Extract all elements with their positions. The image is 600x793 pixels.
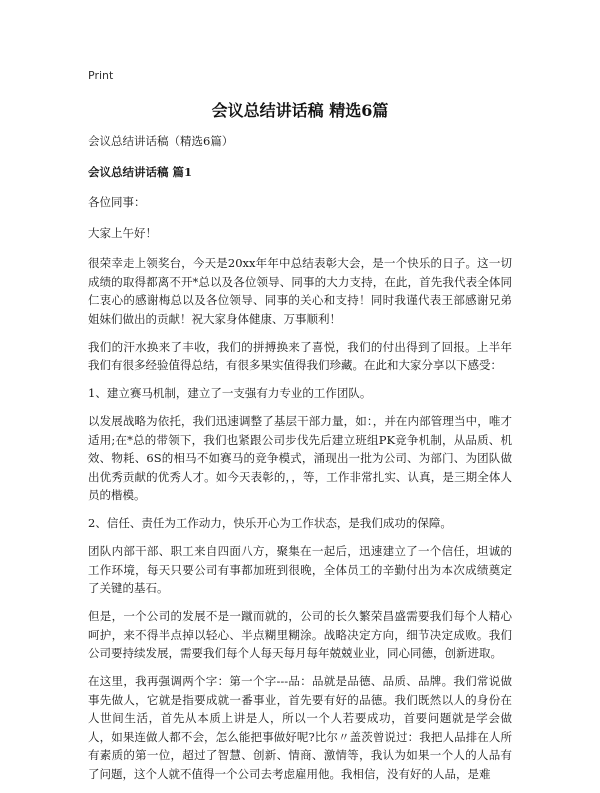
print-link[interactable]: Print xyxy=(88,69,114,82)
paragraph-2: 我们的汗水换来了丰收，我们的拼搏换来了喜悦，我们的付出得到了回报。上半年我们有很多经验值得总结，有很多果实值得我们珍藏。在此和大家分享以下感受： xyxy=(88,339,512,372)
paragraph-3: 以发展战略为依托，我们迅速调整了基层干部力量，如：，并在内部管理当中，唯才适用;在*总的带领下，我们也紧跟公司步伐先后建立班组PK竞争机制，从品质、机效、物耗、6S的相马不如赛马的竞争模式，涌现出一批为公司、为部门、为团队做出优秀贡献的优秀人才。如今天表彰的，，等，工作非常扎实、认真，是三期全体人员的楷模。 xyxy=(88,414,512,502)
paragraph-6: 在这里，我再强调两个字：第一个字---品：品就是品德、品质、品牌。我们常说做事先做人，它就是指要成就一番事业，首先要有好的品德。我们既然以人的身份在人世间生活，首先从本质上讲是人，所以一个人若要成功，首要问题就是学会做人，如果连做人都不会，怎么能把事做好呢?比尔〃盖茨曾说过：我把人品排在人所有素质的第一位，超过了智慧、创新、情商、激情等，我认为如果一个人的人品有了问题，这个人就不值得一个公司去考虑雇用他。我相信，没有好的人品，是难 xyxy=(88,674,512,781)
point-2: 2、信任、责任为工作动力，快乐开心为工作状态，是我们成功的保障。 xyxy=(88,516,452,530)
document-title: 会议总结讲话稿 精选6篇 xyxy=(211,101,389,120)
paragraph-5: 但是，一个公司的发展不是一蹴而就的，公司的长久繁荣昌盛需要我们每个人精心呵护，来不得半点掉以轻心、半点糊里糊涂。战略决定方向，细节决定成败。我们公司要持续发展，需要我们每个人每天每月每年兢兢业业，同心同德，创新进取。 xyxy=(88,609,512,660)
section-heading: 会议总结讲话稿 篇1 xyxy=(88,164,193,179)
greeting: 各位同事： xyxy=(88,195,146,209)
paragraph-1: 很荣幸走上领奖台，今天是20xx年年中总结表彰大会，是一个快乐的日子。这一切成绩的取得都离不开*总以及各位领导、同事的大力支持，在此，首先我代表全体同仁衷心的感谢梅总以及各位领导、同事的关心和支持！同时我谨代表王部感谢兄弟姐妹们做出的贡献！祝大家身体健康、万事顺利！ xyxy=(88,256,512,326)
point-1: 1、建立赛马机制，建立了一支强有力专业的工作团队。 xyxy=(88,386,372,400)
document-body xyxy=(88,132,512,793)
salutation: 大家上午好！ xyxy=(88,225,157,240)
document-subtitle: 会议总结讲话稿（精选6篇） xyxy=(88,134,234,148)
paragraph-4: 团队内部干部、职工来自四面八方，聚集在一起后，迅速建立了一个信任，坦诚的工作环境，每天只要公司有事都加班到很晚，全体员工的辛勤付出为本次成绩奠定了关键的基石。 xyxy=(88,544,512,595)
